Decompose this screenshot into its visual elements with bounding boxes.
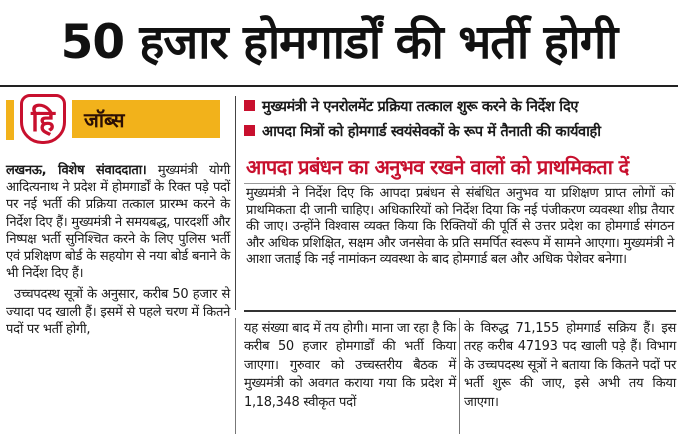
brand-accent-bar xyxy=(6,100,14,140)
hindustan-logo-icon xyxy=(20,94,66,144)
column-divider-top xyxy=(235,96,236,310)
dateline: लखनऊ, विशेष संवाददाता। xyxy=(6,163,147,178)
paragraph-text: मुख्यमंत्री योगी आदित्यनाथ ने प्रदेश में होमगार्डों के रिक्त पड़े पदों पर नई भर्ती की प्रक्रिया तत्काल प्रारम्भ करने के निर्देश दिए हैं। मुख्यमंत्री ने समयबद्ध, पारदर्शी और निष्पक्ष भर्ती सुनिश्चित करने के लिए पुलिस भर्ती एवं प्रशिक्षण बोर्ड के सहयोग से नया बोर्ड बनाने के भी निर्देश दिए हैं। xyxy=(6,163,230,282)
logo-glyph: हि xyxy=(31,103,55,139)
box-bottom-rule xyxy=(244,310,676,312)
subheadline: आपदा प्रबंधन का अनुभव रखने वालों को प्राथमिकता दें xyxy=(246,154,629,179)
subhead-rule xyxy=(244,183,676,184)
article-column-right: के विरुद्ध 71,155 होमगार्ड सक्रिय हैं। इस तरह करीब 47193 पद खाली पड़े हैं। विभाग के उच्चपदस्थ सूत्रों ने बताया कि कितने पदों पर भर्ती शुरू की जाए, इसे अभी तय किया जाएगा। xyxy=(464,321,676,410)
article-paragraph xyxy=(6,162,230,282)
bullet-square-icon xyxy=(244,100,255,111)
highlight-bullets xyxy=(244,93,676,143)
article-column-left xyxy=(6,162,230,338)
section-brand xyxy=(6,92,226,150)
bullet-item xyxy=(244,93,676,118)
headline-rule xyxy=(0,85,678,87)
box-paragraph: मुख्यमंत्री ने निर्देश दिए कि आपदा प्रबंधन से संबंधित अनुभव या प्रशिक्षण प्राप्त लोगों को प्राथमिकता दी जानी चाहिए। अधिकारियों को निर्देश दिया कि नई पंजीकरण व्यवस्था शीघ्र तैयार की जाए। उन्होंने विश्वास व्यक्त किया कि रिक्तियों की पूर्ति से उत्तर प्रदेश का होमगार्ड संगठन और अधिक प्रशिक्षित, सक्षम और जनसेवा के प्रति समर्पित स्वरूप में सामने आएगा। मुख्यमंत्री ने आशा जताई कि नई नामांकन व्यवस्था के बाद होमगार्ड बल और अधिक पेशेवर बनेगा। xyxy=(246,186,674,268)
headline: 50 हजार होमगार्डों की भर्ती होगी xyxy=(60,14,618,70)
bullet-text: आपदा मित्रों को होमगार्ड स्वयंसेवकों के रूप में तैनाती की कार्यवाही xyxy=(262,122,601,140)
article-paragraph: उच्चपदस्थ सूत्रों के अनुसार, करीब 50 हजार से ज्यादा पद खाली हैं। इसमें से पहले चरण में कितने पदों पर भर्ती होगी, xyxy=(6,287,230,337)
section-label: जॉब्स xyxy=(72,100,220,138)
bullet-text: मुख्यमंत्री ने एनरोलमेंट प्रक्रिया तत्काल शुरू करने के निर्देश दिए xyxy=(262,97,578,115)
bullet-square-icon xyxy=(244,125,255,136)
column-divider xyxy=(235,318,236,434)
column-divider xyxy=(459,318,460,434)
bullet-item xyxy=(244,118,676,143)
article-column-middle: यह संख्या बाद में तय होगी। माना जा रहा है कि करीब 50 हजार होमगार्डों की भर्ती किया जाएगा। गुरुवार को उच्चस्तरीय बैठक में मुख्यमंत्री को अवगत कराया गया कि प्रदेश में 1,18,348 स्वीकृत पदों xyxy=(244,321,456,410)
